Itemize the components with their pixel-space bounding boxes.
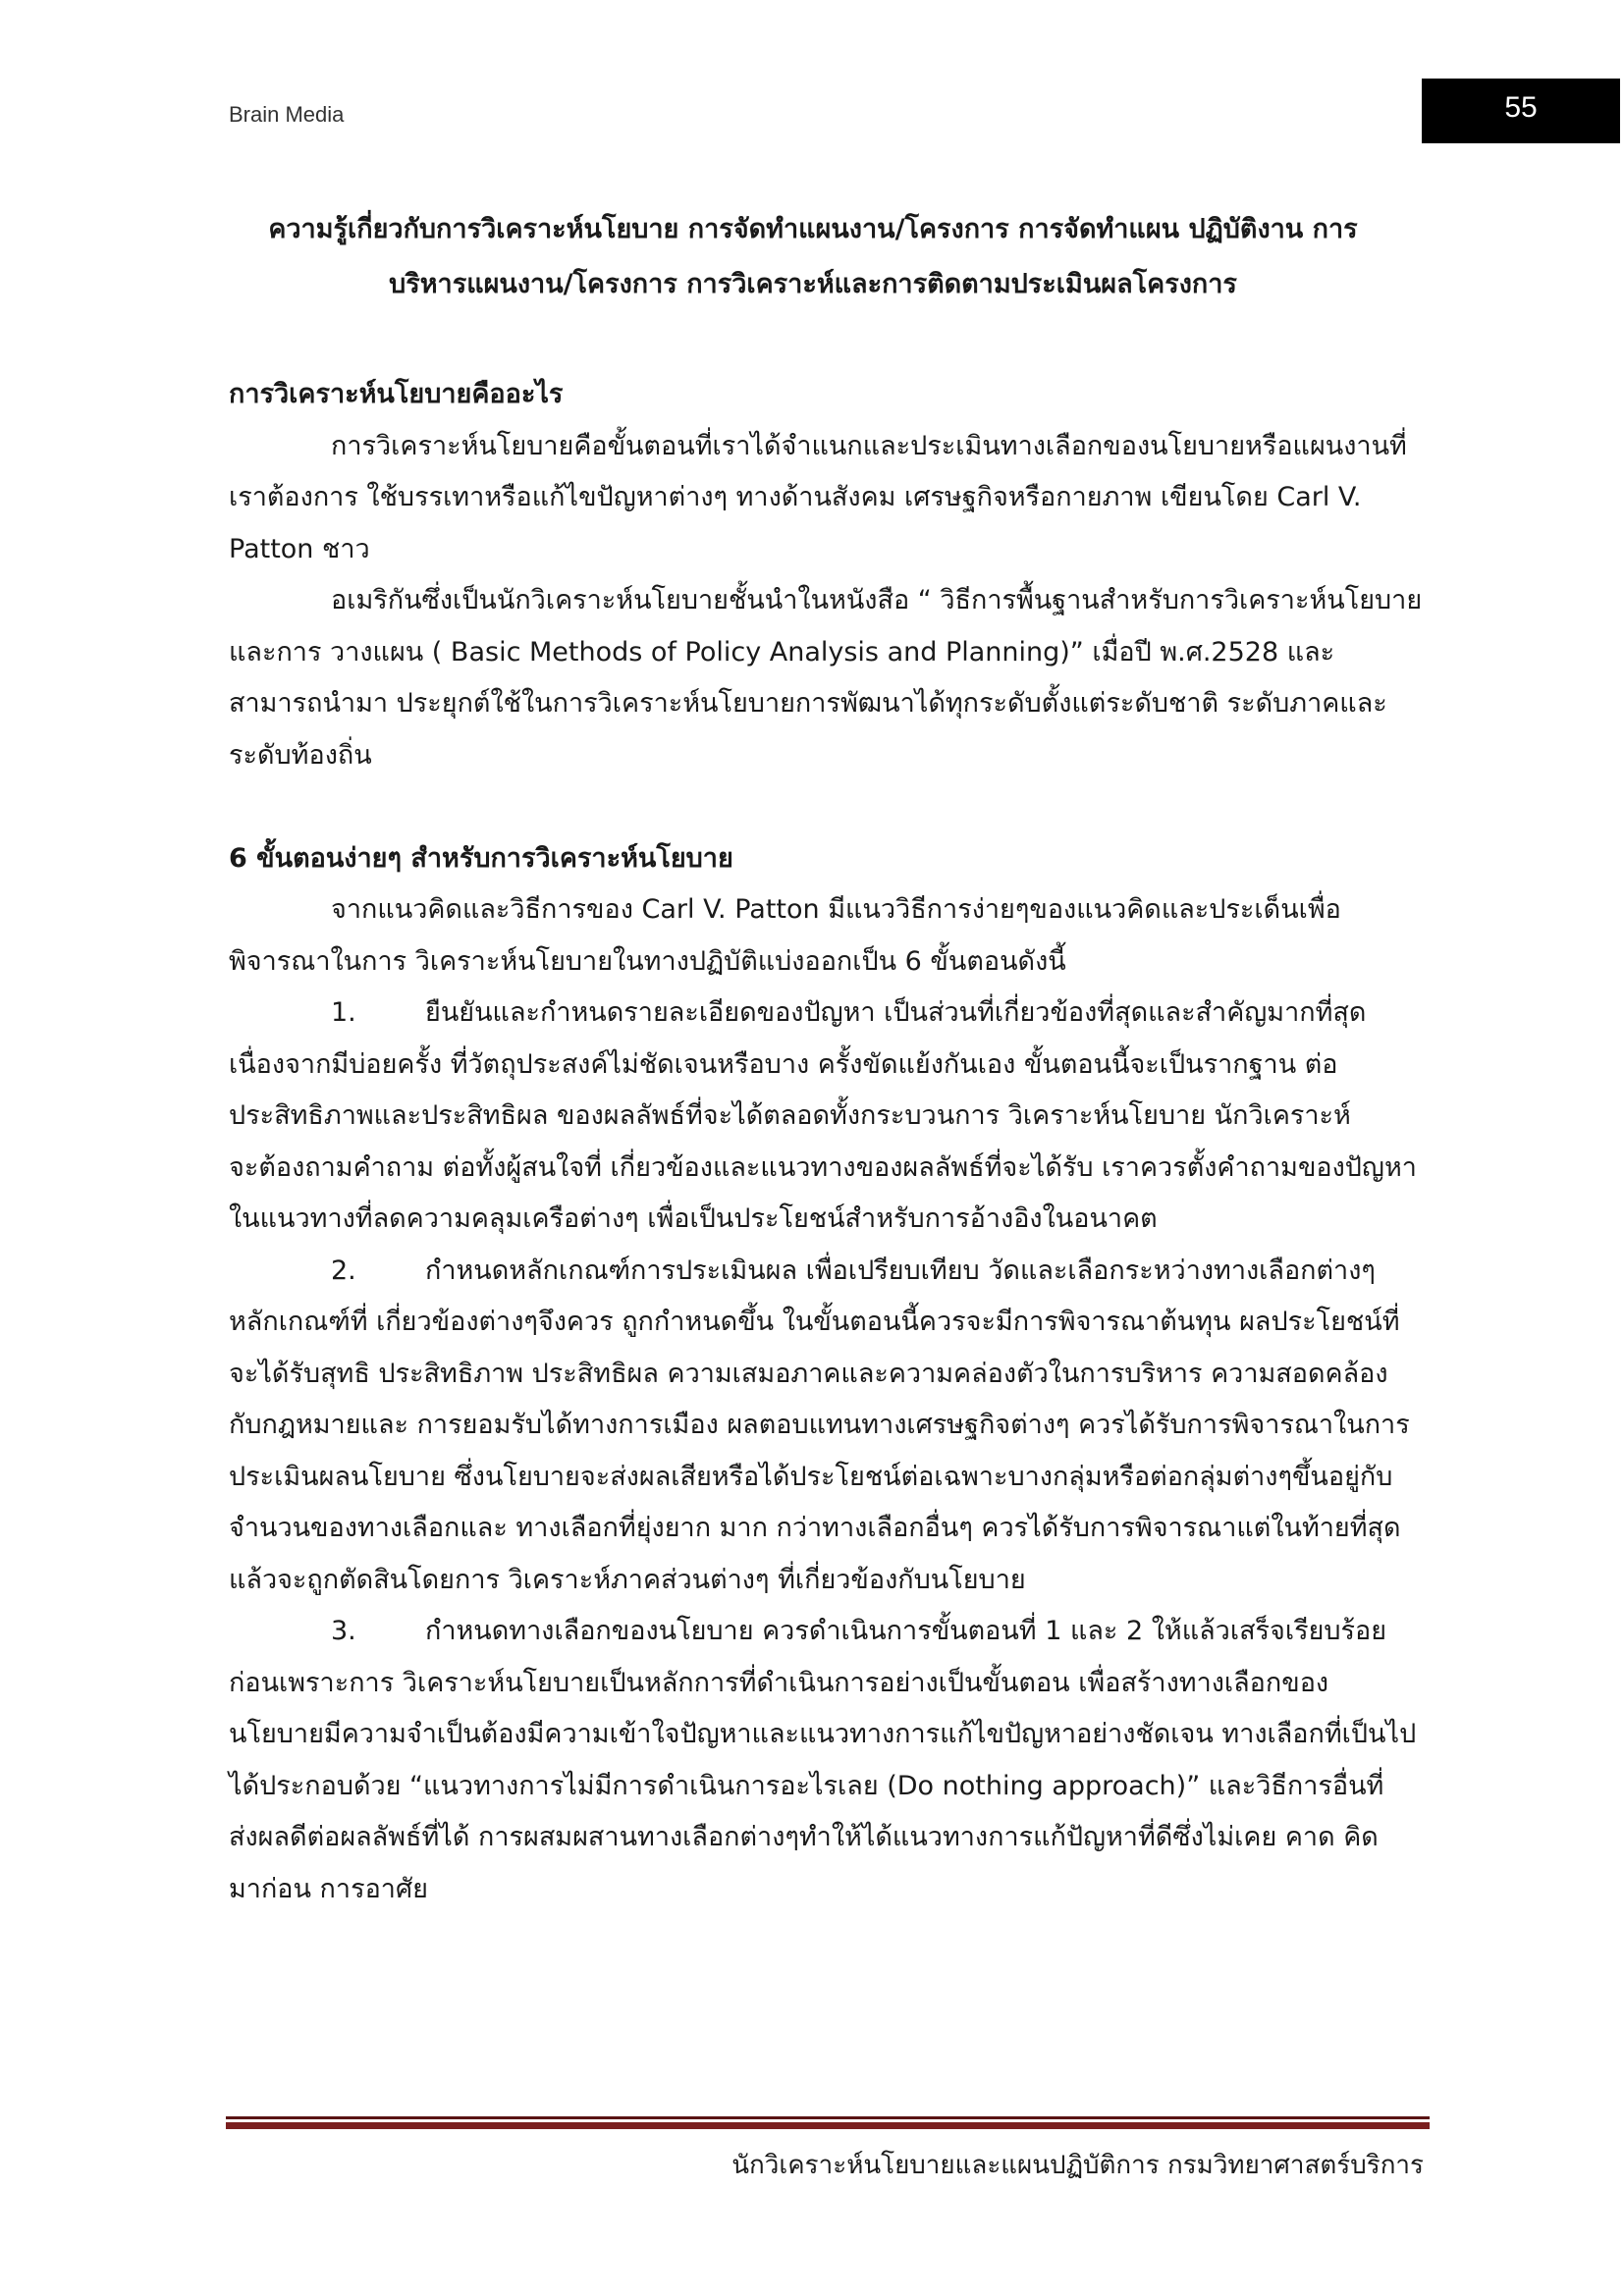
paragraph-line: จำนวนของทางเลือกและ ทางเลือกที่ยุ่งยาก มาก กว่าทางเลือกอื่นๆ ควรได้รับการพิจารณาแต่ในท้ายที่สุด bbox=[229, 1513, 1401, 1543]
paragraph-line: ส่งผลดีต่อผลลัพธ์ที่ได้ การผสมผสานทางเลือกต่างๆทำให้ได้แนวทางการแก้ปัญหาที่ดีซึ่งไม่เคย คาด คิด bbox=[229, 1822, 1379, 1852]
paragraph-line: หลักเกณฑ์ที่ เกี่ยวข้องต่างๆจึงควร ถูกกำหนดขึ้น ในขั้นตอนนี้ควรจะมีการพิจารณาต้นทุน ผลประโยชน์ที่ bbox=[229, 1307, 1400, 1337]
document-body bbox=[229, 369, 1423, 1915]
spacer bbox=[229, 781, 1407, 833]
list-item-number: 2. bbox=[331, 1255, 356, 1286]
paragraph-line: ระดับท้องถิ่น bbox=[229, 739, 372, 771]
paragraph-line: เนื่องจากมีบ่อยครั้ง ที่วัตถุประสงค์ไม่ชัดเจนหรือบาง ครั้งขัดแย้งกันเอง ขั้นตอนนี้จะเป็นรากฐาน ต่อ bbox=[229, 1048, 1338, 1080]
list-item-text: กำหนดหลักเกณฑ์การประเมินผล เพื่อเปรียบเทียบ วัดและเลือกระหว่างทางเลือกต่างๆ bbox=[425, 1255, 1376, 1286]
paragraph-line: และการ วางแผน ( Basic Methods of Policy Analysis and Planning)” เมื่อปี พ.ศ.2528 และ bbox=[229, 636, 1335, 667]
paragraph-line: ก่อนเพราะการ วิเคราะห์นโยบายเป็นหลักการที่ดำเนินการอย่างเป็นขั้นตอน เพื่อสร้างทางเลือกของ bbox=[229, 1667, 1329, 1698]
paragraph-line: จากแนวคิดและวิธีการของ Carl V. Patton มีแนววิธีการง่ายๆของแนวคิดและประเด็นเพื่อ bbox=[331, 894, 1341, 925]
footer-divider-thin bbox=[226, 2116, 1430, 2119]
paragraph-line: ในแนวทางที่ลดความคลุมเครือต่างๆ เพื่อเป็นประโยชน์สำหรับการอ้างอิงในอนาคต bbox=[229, 1203, 1158, 1234]
paragraph-line: พิจารณาในการ วิเคราะห์นโยบายในทางปฏิบัติแบ่งออกเป็น 6 ขั้นตอนดังนี้ bbox=[229, 945, 1066, 977]
list-item-number: 1. bbox=[331, 997, 356, 1028]
footer-department: นักวิเคราะห์นโยบายและแผนปฏิบัติการ กรมวิทยาศาสตร์บริการ bbox=[731, 2151, 1424, 2180]
paragraph-line: แล้วจะถูกตัดสินโดยการ วิเคราะห์ภาคส่วนต่างๆ ที่เกี่ยวข้องกับนโยบาย bbox=[229, 1564, 1026, 1595]
list-item-number: 3. bbox=[331, 1616, 356, 1646]
document-title bbox=[229, 202, 1397, 312]
section-heading: การวิเคราะห์นโยบายคืออะไร bbox=[229, 379, 564, 409]
paragraph-line: การวิเคราะห์นโยบายคือขั้นตอนที่เราได้จำแนกและประเมินทางเลือกของนโยบายหรือแผนงานที่ bbox=[331, 430, 1407, 461]
section-heading: 6 ขั้นตอนง่ายๆ สำหรับการวิเคราะห์นโยบาย bbox=[229, 842, 733, 874]
list-item-text: ยืนยันและกำหนดรายละเอียดของปัญหา เป็นส่วนที่เกี่ยวข้องที่สุดและสำคัญมากที่สุด bbox=[425, 997, 1367, 1028]
header-brand: Brain Media bbox=[229, 102, 345, 127]
paragraph-line: สามารถนำมา ประยุกต์ใช้ในการวิเคราะห์นโยบายการพัฒนาได้ทุกระดับตั้งแต่ระดับชาติ ระดับภาคและ bbox=[229, 688, 1387, 719]
paragraph-line: ประเมินผลนโยบาย ซึ่งนโยบายจะส่งผลเสียหรือได้ประโยชน์ต่อเฉพาะบางกลุ่มหรือต่อกลุ่มต่างๆขึ้นอยู่กับ bbox=[229, 1461, 1393, 1492]
paragraph-line: นโยบายมีความจำเป็นต้องมีความเข้าใจปัญหาและแนวทางการแก้ไขปัญหาอย่างชัดเจน ทางเลือกที่เป็นไป bbox=[229, 1719, 1417, 1749]
paragraph-line: Patton ชาว bbox=[229, 533, 370, 564]
list-item bbox=[229, 1606, 1407, 1658]
paragraph-line: มาก่อน การอาศัย bbox=[229, 1873, 428, 1904]
paragraph-line: จะต้องถามคำถาม ต่อทั้งผู้สนใจที่ เกี่ยวข้องและแนวทางของผลลัพธ์ที่จะได้รับ เราควรตั้งคำถามของปัญหา bbox=[229, 1151, 1417, 1183]
paragraph-line: ได้ประกอบด้วย “แนวทางการไม่มีการดำเนินการอะไรเลย (Do nothing approach)” และวิธีการอื่นที่ bbox=[229, 1770, 1384, 1801]
paragraph-line: จะได้รับสุทธิ ประสิทธิภาพ ประสิทธิผล ความเสมอภาคและความคล่องตัวในการบริหาร ความสอดคล้อง bbox=[229, 1358, 1388, 1389]
list-item bbox=[229, 988, 1407, 1040]
paragraph-line: อเมริกันซึ่งเป็นนักวิเคราะห์นโยบายชั้นนำในหนังสือ “ วิธีการพื้นฐานสำหรับการวิเคราะห์นโยบาย bbox=[331, 585, 1423, 615]
list-item-text: กำหนดทางเลือกของนโยบาย ควรดำเนินการขั้นตอนที่ 1 และ 2 ให้แล้วเสร็จเรียบร้อย bbox=[425, 1616, 1387, 1646]
paragraph-line: เราต้องการ ใช้บรรเทาหรือแก้ไขปัญหาต่างๆ ทางด้านสังคม เศรษฐกิจหรือกายภาพ เขียนโดย Carl V. bbox=[229, 482, 1362, 512]
document-title-line-2: บริหารแผนงาน/โครงการ การวิเคราะห์และการติดตามประเมินผลโครงการ bbox=[389, 269, 1237, 299]
paragraph-line: ประสิทธิภาพและประสิทธิผล ของผลลัพธ์ที่จะได้ตลอดทั้งกระบวนการ วิเคราะห์นโยบาย นักวิเคราะห์ bbox=[229, 1100, 1351, 1131]
footer-divider-thick bbox=[226, 2122, 1430, 2129]
paragraph-line: กับกฎหมายและ การยอมรับได้ทางการเมือง ผลตอบแทนทางเศรษฐกิจต่างๆ ควรได้รับการพิจารณาในการ bbox=[229, 1410, 1410, 1440]
document-title-line-1: ความรู้เกี่ยวกับการวิเคราะห์นโยบาย การจัดทำแผนงาน/โครงการ การจัดทำแผน ปฏิบัติงาน การ bbox=[268, 214, 1358, 244]
page-number: 55 bbox=[1422, 79, 1620, 143]
list-item bbox=[229, 1246, 1407, 1298]
